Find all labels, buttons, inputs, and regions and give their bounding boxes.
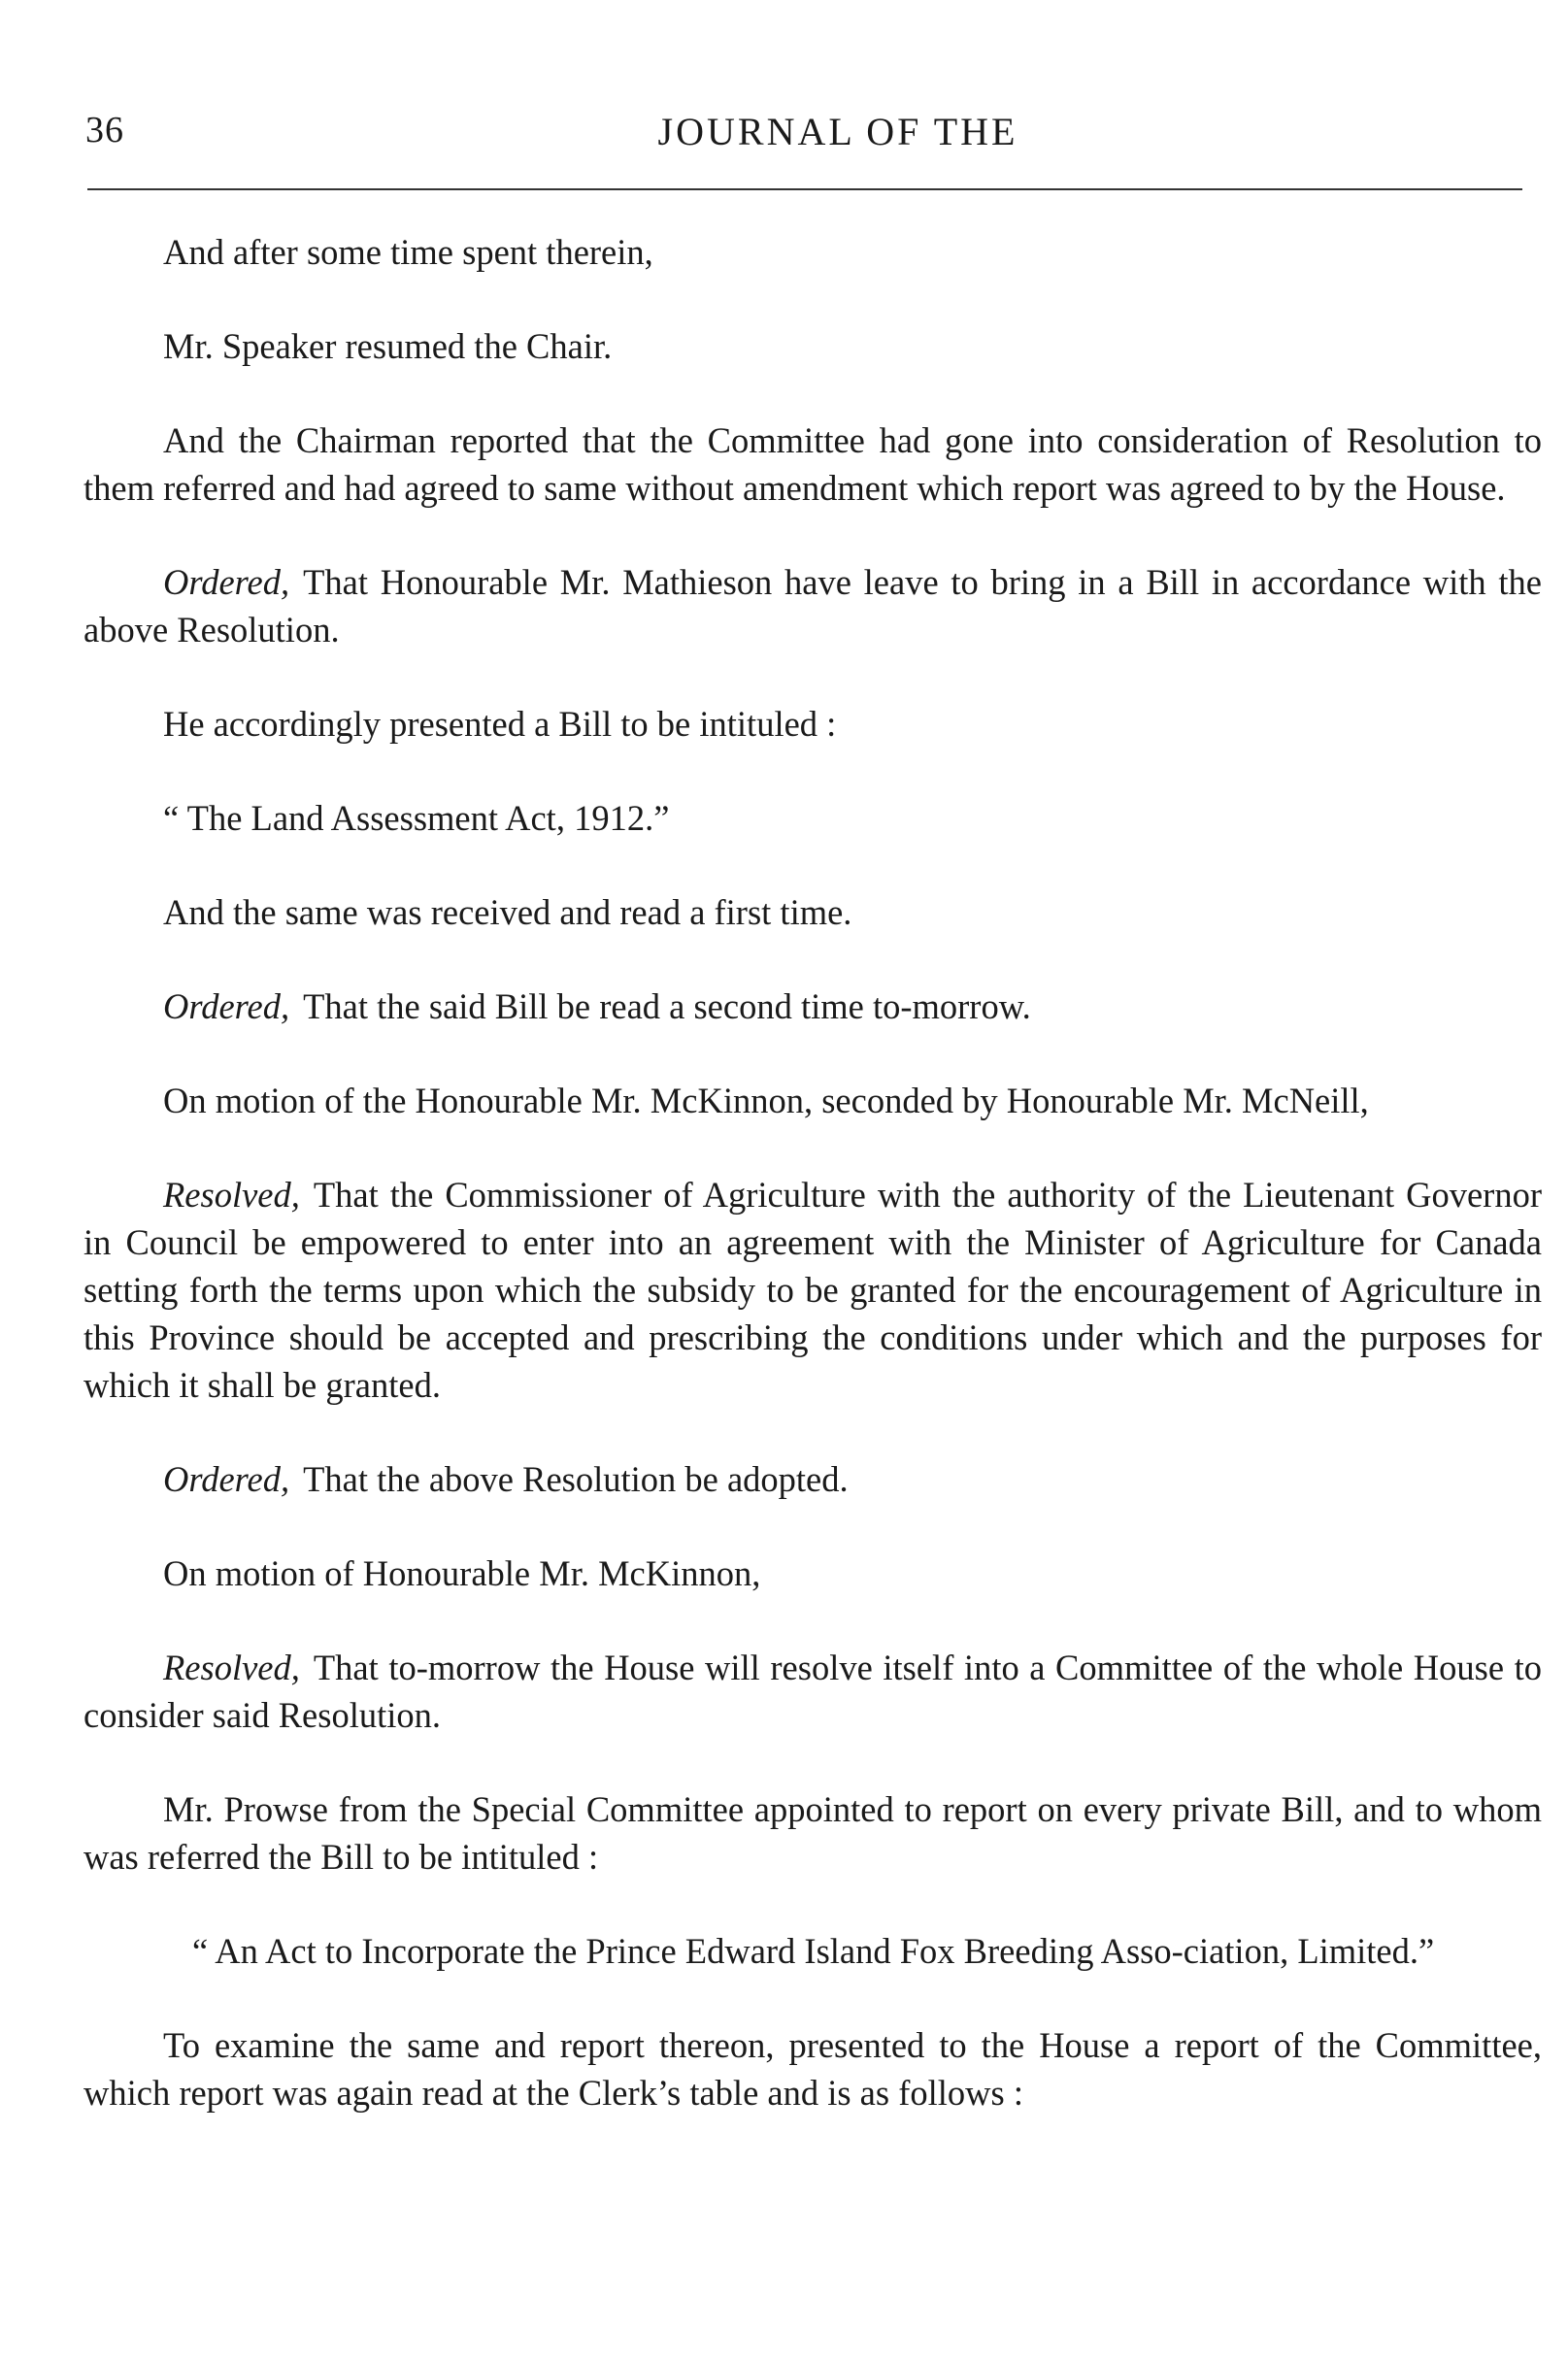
paragraph: [83, 1927, 1542, 1975]
paragraph: [83, 983, 1542, 1030]
paragraph: [83, 1550, 1542, 1597]
paragraph-text: Mr. Speaker resumed the Chair.: [163, 326, 613, 366]
paragraph-text: On motion of Honourable Mr. McKinnon,: [163, 1553, 761, 1593]
paragraph: [83, 1785, 1542, 1881]
paragraph: [83, 322, 1542, 370]
paragraph: [83, 1455, 1542, 1503]
paragraph: [83, 1171, 1542, 1409]
paragraph-text: That to-morrow the House will resolve itself into a Committee of the whole House to consider said Resolution.: [83, 1648, 1542, 1735]
paragraph: [83, 700, 1542, 748]
paragraph: [83, 2021, 1542, 2116]
page-header: [85, 109, 1522, 167]
paragraph-text: And the Chairman reported that the Committee had gone into consideration of Resolution to them referred and had agreed to same without amendment which report was agreed to by the House.: [83, 420, 1542, 508]
paragraph-text: On motion of the Honourable Mr. McKinnon, seconded by Honourable Mr. McNeill,: [163, 1081, 1369, 1120]
paragraph-text: Mr. Prowse from the Special Committee appointed to report on every private Bill, and to whom was referred the Bill to be intituled :: [83, 1789, 1542, 1877]
journal-body: [83, 228, 1542, 2163]
paragraph: [83, 794, 1542, 842]
running-head: JOURNAL OF THE: [657, 110, 1018, 153]
paragraph-lead: Ordered,: [163, 562, 290, 602]
paragraph-text: And after some time spent therein,: [163, 232, 653, 272]
paragraph-lead: Resolved,: [163, 1648, 300, 1687]
page-number: 36: [85, 110, 124, 150]
paragraph-text: “ The Land Assessment Act, 1912.”: [163, 798, 670, 838]
paragraph-text: He accordingly presented a Bill to be intituled :: [163, 704, 837, 744]
header-rule: [87, 188, 1522, 190]
paragraph-text: That the Commissioner of Agriculture with the authority of the Lieutenant Governor in Council be empowered to enter into an agreement with the Minister of Agriculture for Canada setting forth the terms upon which the subsidy to be granted for the encouragement of Agriculture in this Province should be accepted and prescribing the conditions under which and the purposes for which it shall be granted.: [83, 1175, 1542, 1405]
paragraph-text: That Honourable Mr. Mathieson have leave to bring in a Bill in accordance with the above Resolution.: [83, 562, 1542, 650]
paragraph-text: That the said Bill be read a second time to-morrow.: [303, 986, 1031, 1026]
paragraph: [83, 228, 1542, 276]
paragraph-text: That the above Resolution be adopted.: [303, 1459, 849, 1499]
paragraph-text: “ An Act to Incorporate the Prince Edward Island Fox Breeding Asso-ciation, Limited.”: [192, 1931, 1435, 1971]
paragraph-lead: Ordered,: [163, 986, 290, 1026]
paragraph: [83, 1077, 1542, 1124]
paragraph-text: And the same was received and read a first time.: [163, 892, 852, 932]
paragraph: [83, 888, 1542, 936]
paragraph-text: To examine the same and report thereon, presented to the House a report of the Committee, which report was again read at the Clerk’s table and is as follows :: [83, 2025, 1542, 2113]
paragraph: [83, 417, 1542, 512]
paragraph: [83, 558, 1542, 653]
paragraph-lead: Resolved,: [163, 1175, 300, 1215]
paragraph-lead: Ordered,: [163, 1459, 290, 1499]
paragraph: [83, 1644, 1542, 1739]
